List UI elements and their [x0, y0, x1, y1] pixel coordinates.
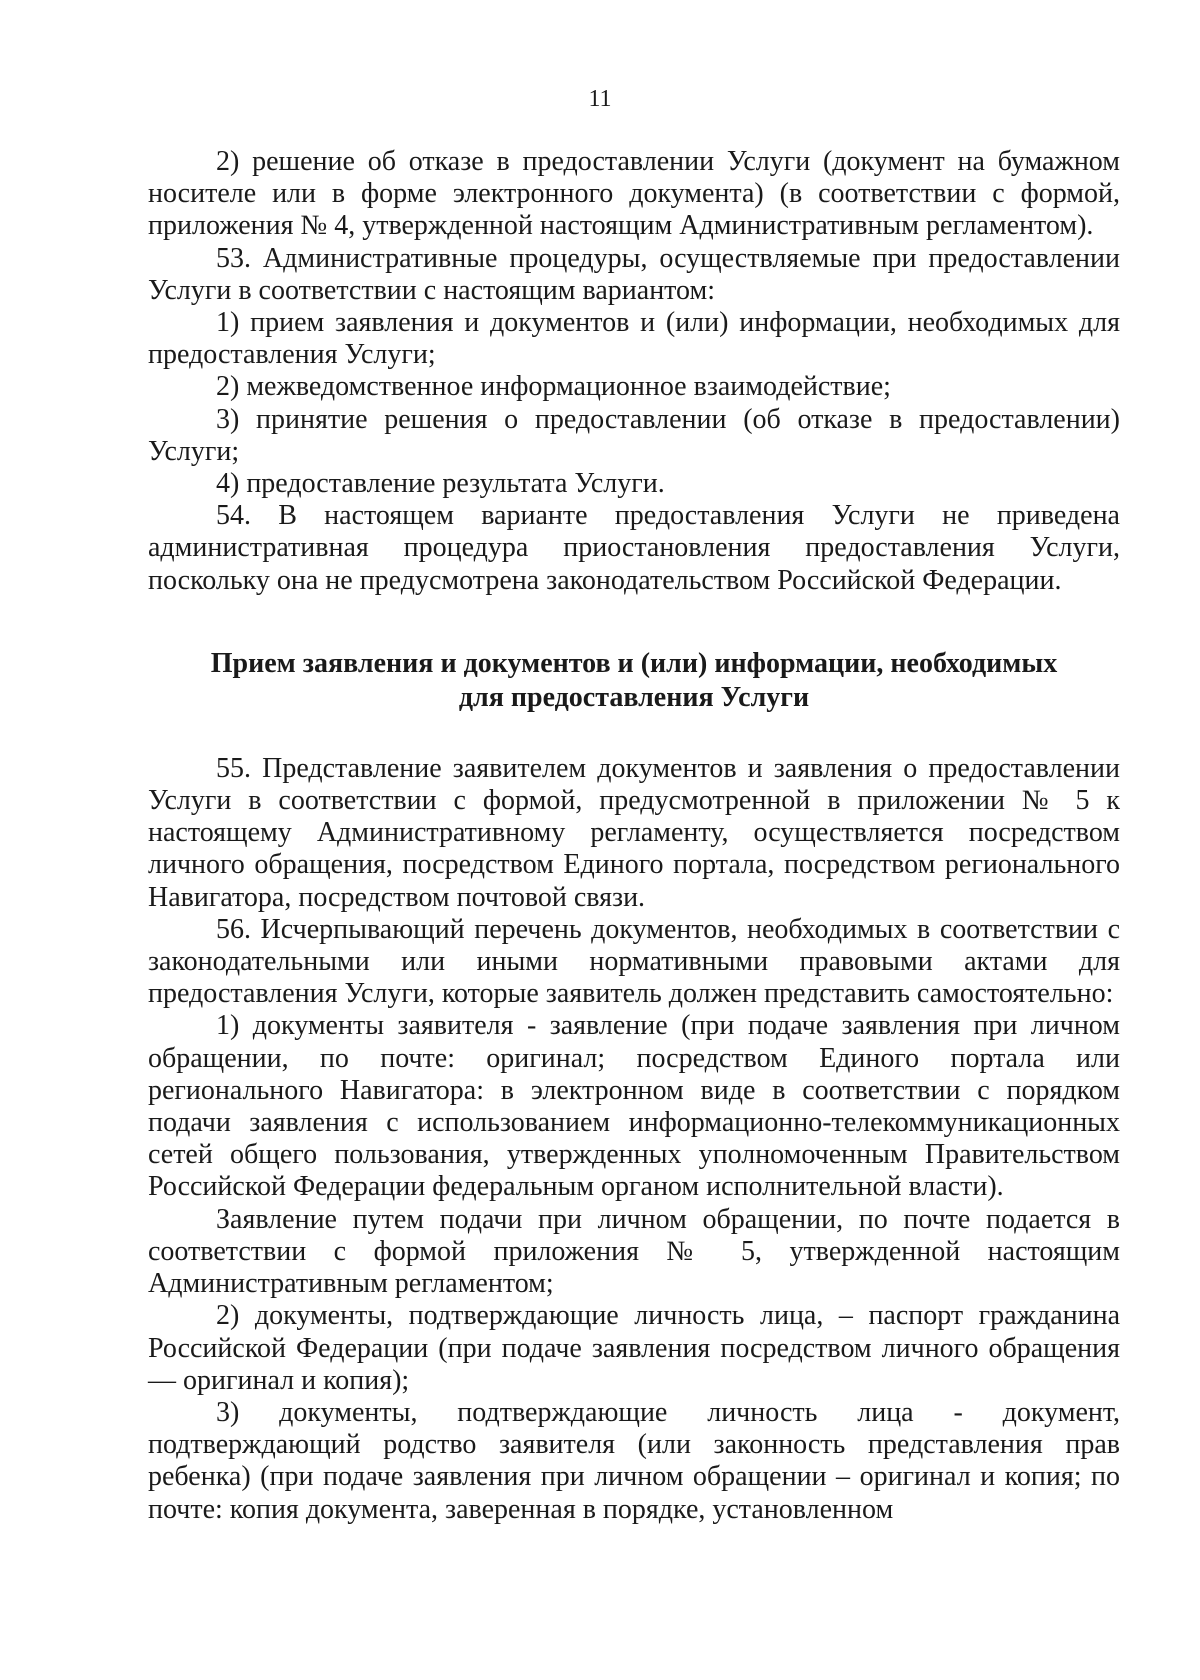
- list-item-2-passport: 2) документы, подтверждающие личность лица, – паспорт гражданина Российской Федерации (при подаче заявления посредством личного обращения — оригинал и копия);: [148, 1300, 1120, 1396]
- list-item-1-applicant-documents: 1) документы заявителя - заявление (при подаче заявления при личном обращении, по почте: оригинал; посредством Единого портала или регионального Навигатора: в электронном виде в соответствии с порядком подачи заявления с использованием информационно-телекоммуникационных сетей общего пользования, утвержденных уполномоченным Правительством Российской Федерации федеральным органом исполнительной власти).: [148, 1010, 1120, 1203]
- section-heading: [148, 647, 1120, 715]
- section-heading-line-2: для предоставления Услуги: [458, 681, 810, 713]
- paragraph-application-submission: Заявление путем подачи при личном обращении, по почте подается в соответствии с формой приложения № 5, утвержденной настоящим Административным регламентом;: [148, 1203, 1120, 1300]
- list-item-3-decision: 3) принятие решения о предоставлении (об отказе в предоставлении) Услуги;: [148, 403, 1120, 467]
- paragraph-56: 56. Исчерпывающий перечень документов, необходимых в соответствии с законодательными или иными нормативными правовыми актами для предоставления Услуги, которые заявитель должен представить самостоятельно:: [148, 913, 1120, 1010]
- section-heading-line-1: Прием заявления и документов и (или) информации, необходимых: [210, 647, 1058, 679]
- paragraph-55: 55. Представление заявителем документов и заявления о предоставлении Услуги в соответствии с формой, предусмотренной в приложении № 5 к настоящему Административному регламенту, осуществляется посредством личного обращения, посредством Единого портала, посредством регионального Навигатора, посредством почтовой связи.: [148, 752, 1120, 913]
- list-item-2-interaction: 2) межведомственное информационное взаимодействие;: [216, 371, 891, 403]
- list-item-1-reception: 1) прием заявления и документов и (или) информации, необходимых для предоставления Услуги;: [148, 307, 1120, 371]
- document-body: [148, 146, 1120, 1526]
- paragraph-result-refusal: 2) решение об отказе в предоставлении Услуги (документ на бумажном носителе или в форме электронного документа) (в соответствии с формой, приложения № 4, утвержденной настоящим Административным регламентом).: [148, 146, 1120, 242]
- list-item-3-kinship-document: 3) документы, подтверждающие личность лица - документ, подтверждающий родство заявителя (или законность представления прав ребенка) (при подаче заявления при личном обращении – оригинал и копия; по почте: копия документа, заверенная в порядке, установленном: [148, 1396, 1120, 1525]
- paragraph-53: 53. Административные процедуры, осуществляемые при предоставлении Услуги в соответствии с настоящим вариантом:: [148, 242, 1120, 306]
- page-number: 11: [588, 86, 612, 112]
- list-item-4-result: 4) предоставление результата Услуги.: [216, 468, 665, 500]
- paragraph-54: 54. В настоящем варианте предоставления Услуги не приведена административная процедура приостановления предоставления Услуги, поскольку она не предусмотрена законодательством Российской Федерации.: [148, 500, 1120, 596]
